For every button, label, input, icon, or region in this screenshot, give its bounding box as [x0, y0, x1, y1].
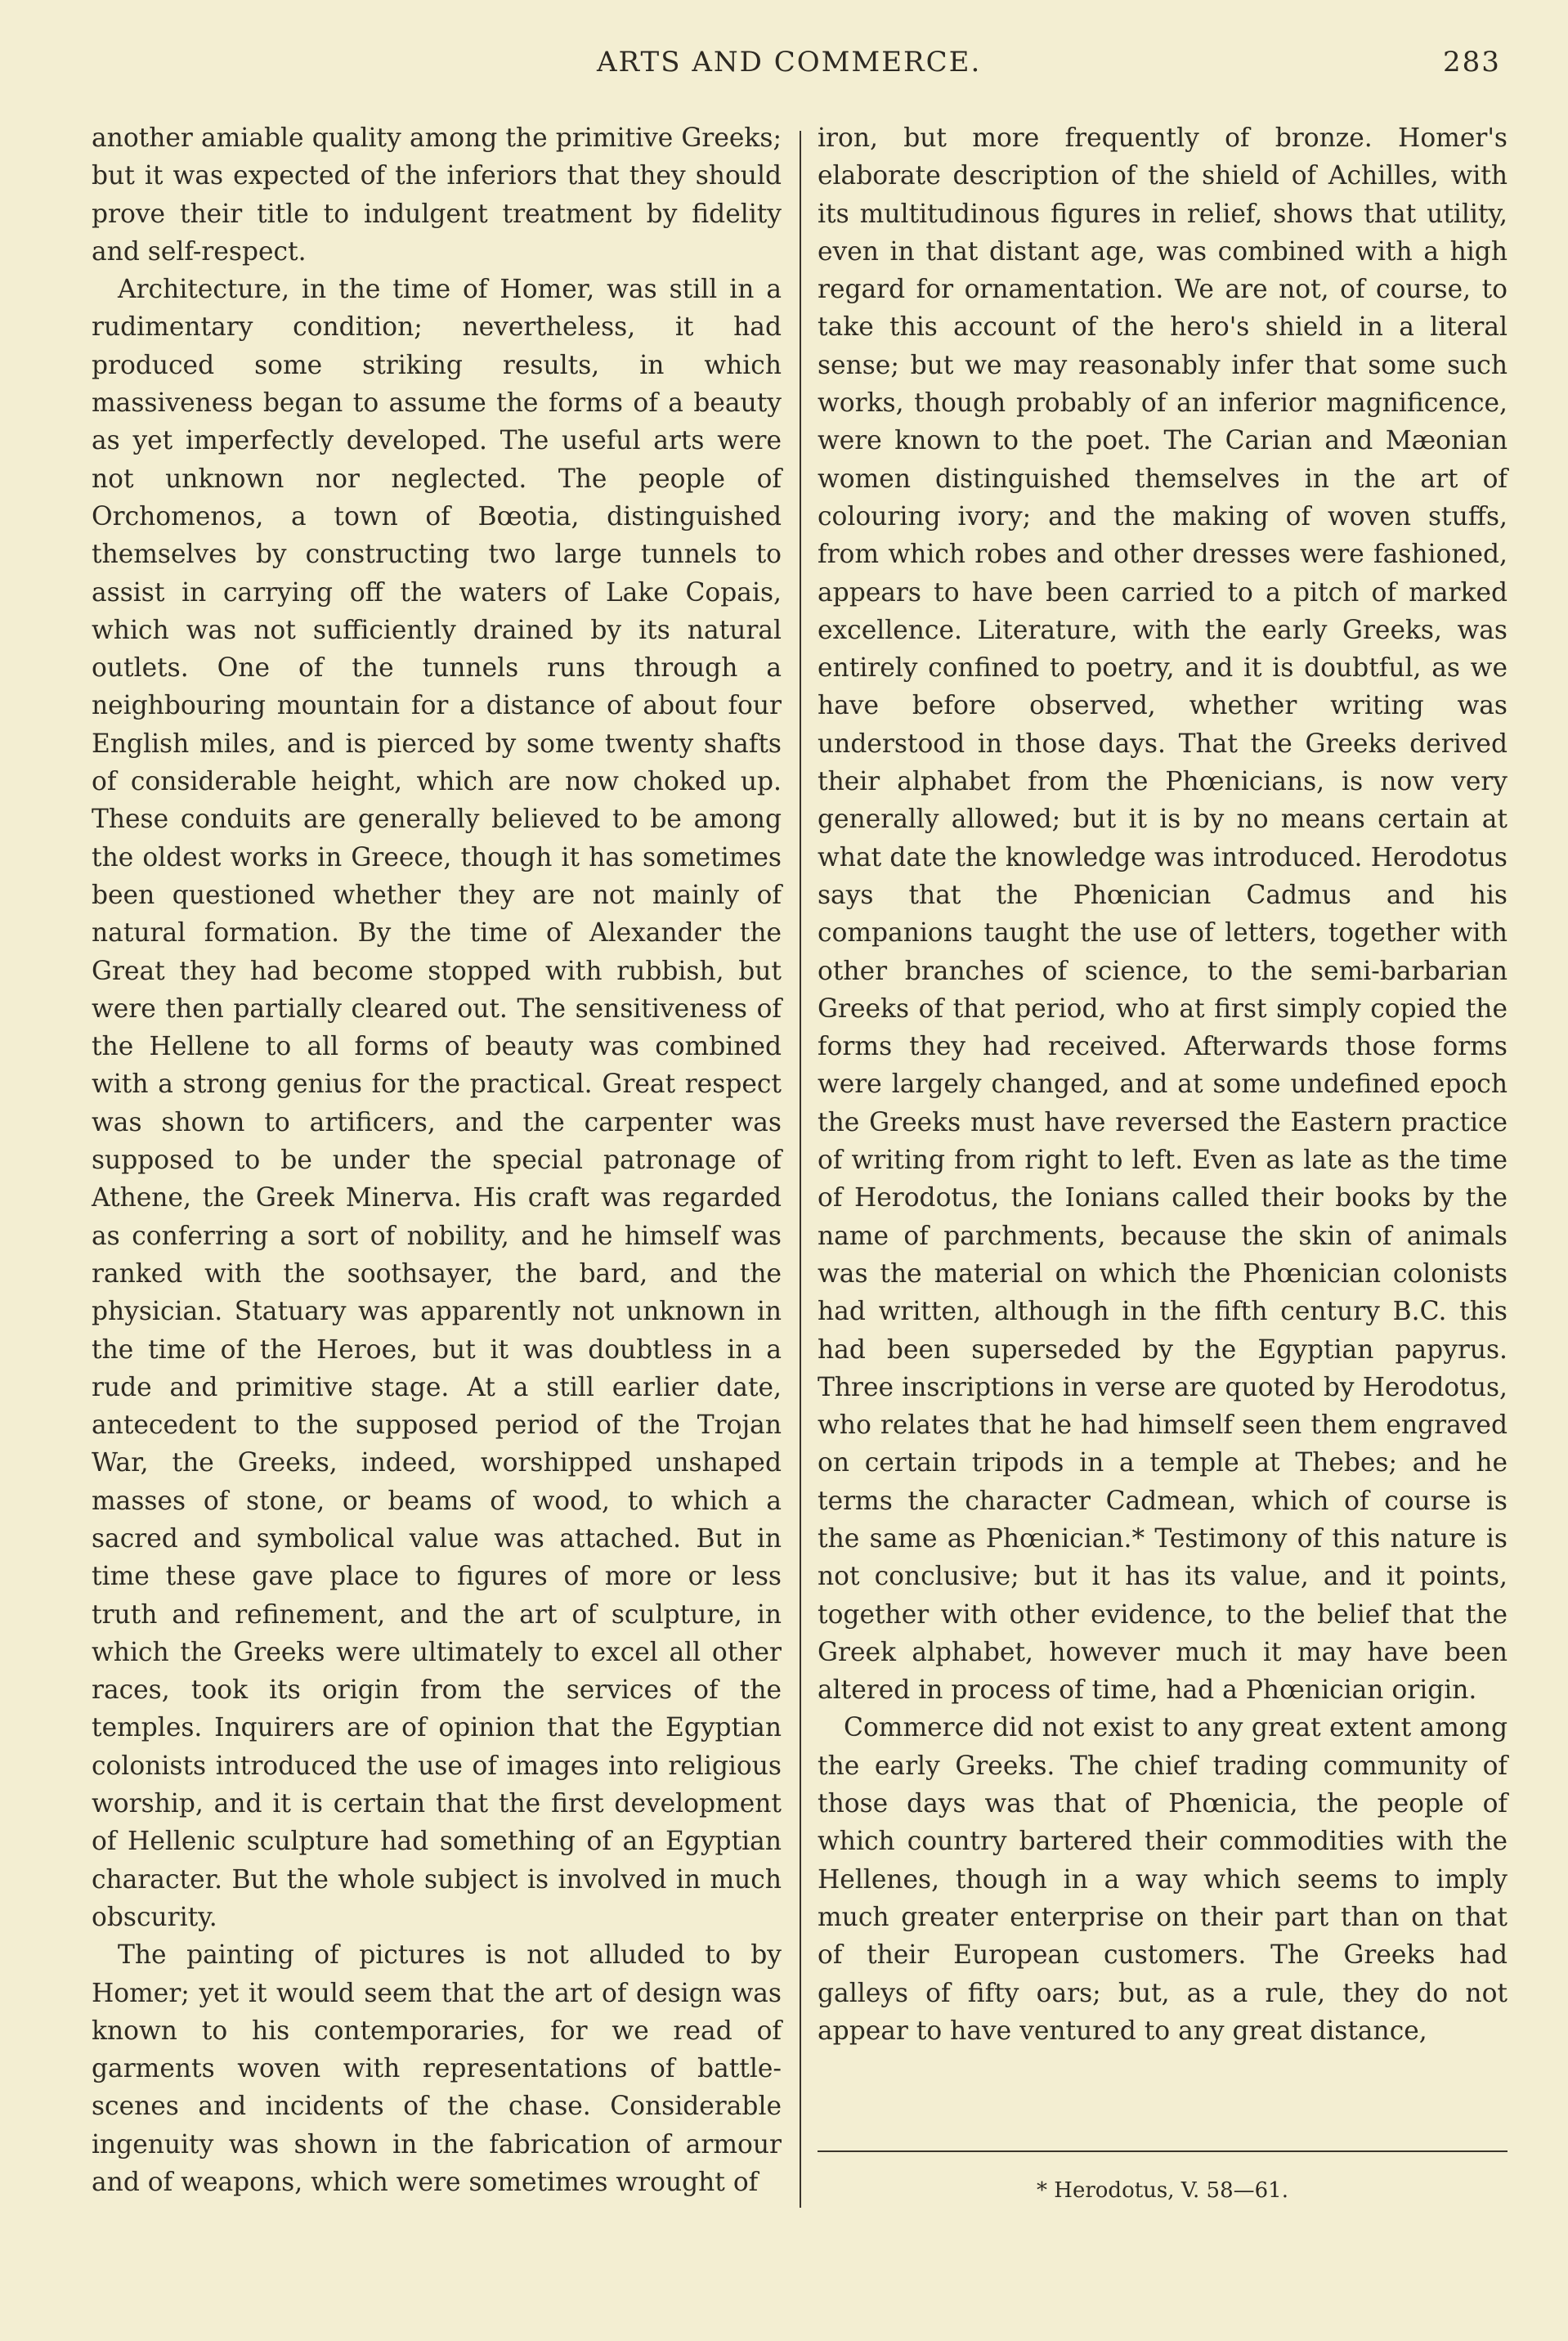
paragraph: Architecture, in the time of Homer, was still in a rudimentary condition; nevertheless, it had produced some striking results, in which massiveness began to assume the forms of a beauty as yet imperfectly developed. The useful arts were not unknown nor neglected. The people of Orchomenos, a town of Bœotia, distinguished themselves by constructing two large tunnels to assist in carrying off the waters of Lake Copais, which was not sufficiently drained by its natural outlets. One of the tunnels runs through a neighbouring mountain for a distance of about four English miles, and is pierced by some twenty shafts of considerable height, which are now choked up. These conduits are generally believed to be among the oldest works in Greece, though it has sometimes been questioned whether they are not mainly of natural formation. By the time of Alexander the Great they had become stopped with rubbish, but were then partially cleared out. The sensitiveness of the Hellene to all forms of beauty was combined with a strong genius for the practical. Great respect was shown to artificers, and the carpenter was supposed to be under the special patronage of Athene, the Greek Minerva. His craft was regarded as conferring a sort of nobility, and he himself was ranked with the soothsayer, the bard, and the physician. Statuary was apparently not unknown in the time of the Heroes, but it was doubtless in a rude and primitive stage. At a still earlier date, antecedent to the supposed period of the Trojan War, the Greeks, indeed, worshipped unshaped masses of stone, or beams of wood, to which a sacred and symbolical value was attached. But in time these gave place to figures of more or less truth and refinement, and the art of sculpture, in which the Greeks were ultimately to excel all other races, took its origin from the services of the temples. Inquirers are of opinion that the Egyptian colonists introduced the use of images into religious worship, and it is certain that the first development of Hellenic sculpture had something of an Egyptian character. But the whole subject is involved in much obscurity. [92, 275, 782, 1932]
page-number: 283 [1443, 46, 1501, 78]
paragraph: iron, but more frequently of bronze. Homer's elaborate description of the shield of Achilles, with its multitudinous figures in relief, shows that utility, even in that distant age, was combined with a high regard for ornamentation. We are not, of course, to take this account of the hero's shield in a literal sense; but we may reasonably infer that some such works, though probably of an inferior magnificence, were known to the poet. The Carian and Mæonian women distinguished themselves in the art of colouring ivory; and the making of woven stuffs, from which robes and other dresses were fashioned, appears to have been carried to a pitch of marked excellence. Literature, with the early Greeks, was entirely confined to poetry, and it is doubtful, as we have before observed, whether writing was understood in those days. That the Greeks derived their alphabet from the Phœnicians, is now very generally allowed; but it is by no means certain at what date the knowledge was introduced. Herodotus says that the Phœnician Cadmus and his companions taught the use of letters, together with other branches of science, to the semi-barbarian Greeks of that period, who at first simply copied the forms they had received. Afterwards those forms were largely changed, and at some undefined epoch the Greeks must have reversed the Eastern practice of writing from right to left. Even as late as the time of Herodotus, the Ionians called their books by the name of parchments, because the skin of animals was the material on which the Phœnician colonists had written, although in the fifth century B.C. this had been superseded by the Egyptian papyrus. Three inscriptions in verse are quoted by Herodotus, who relates that he had himself seen them engraved on certain tripods in a temple at Thebes; and he terms the character Cadmean, which of course is the same as Phœnician.* Testimony of this nature is not conclusive; but it has its value, and it points, together with other evidence, to the belief that the Greek alphabet, however much it may have been altered in process of time, had a Phœnician origin. [818, 123, 1508, 1706]
paragraph: The painting of pictures is not alluded to by Homer; yet it would seem that the art of design was known to his contemporaries, for we read of garments woven with representations of battle-scenes and incidents of the chase. Considerable ingenuity was shown in the fabrication of armour and of weapons, which were sometimes wrought of [92, 1940, 782, 2198]
running-header [0, 46, 1568, 87]
footnote: * Herodotus, V. 58—61. [1037, 2178, 1288, 2203]
paragraph: another amiable quality among the primitive Greeks; but it was expected of the inferiors that they should prove their title to indulgent treatment by fidelity and self-respect. [92, 123, 782, 267]
footnote-rule [818, 2150, 1508, 2152]
left-column [92, 119, 782, 2201]
column-divider [800, 131, 801, 2208]
running-title: ARTS AND COMMERCE. [597, 46, 982, 78]
paragraph: Commerce did not exist to any great extent among the early Greeks. The chief trading community of those days was that of Phœnicia, the people of which country bartered their commodities with the Hellenes, though in a way which seems to imply much greater enterprise on their part than on that of their European customers. The Greeks had galleys of fifty oars; but, as a rule, they do not appear to have ventured to any great distance, [818, 1713, 1508, 2046]
right-column [818, 119, 1508, 2050]
